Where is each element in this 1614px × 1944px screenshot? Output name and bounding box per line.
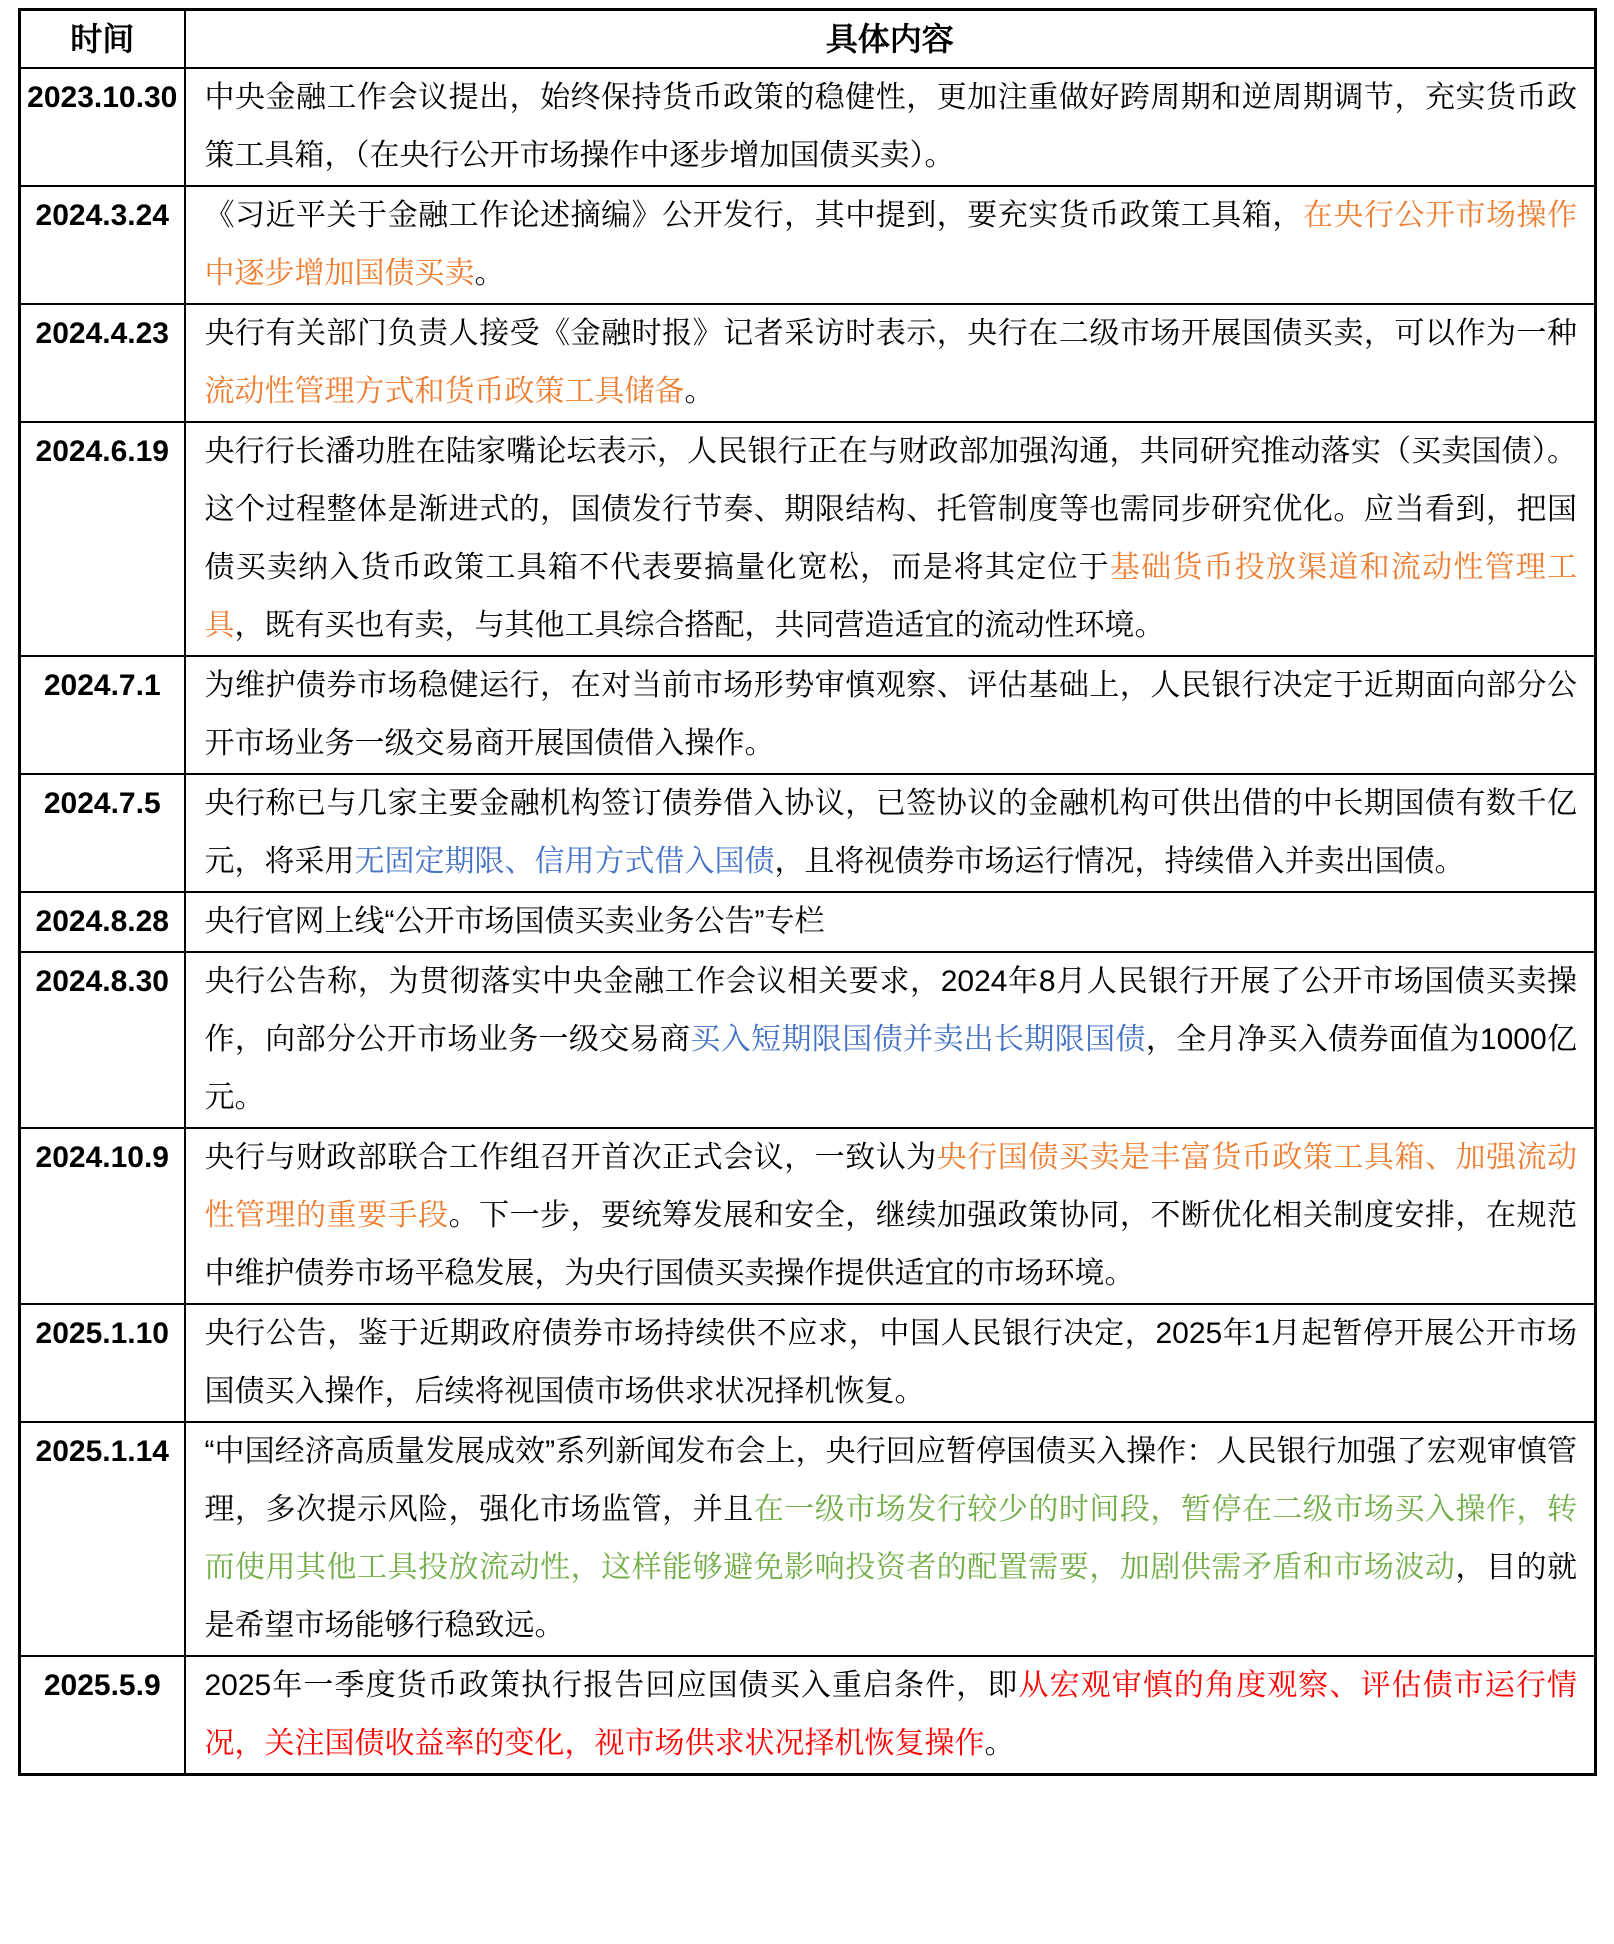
table-row <box>20 1304 1596 1422</box>
text-segment: 。 <box>474 257 505 290</box>
date-cell: 2024.3.24 <box>20 186 185 304</box>
text-segment: 央行与财政部联合工作组召开首次正式会议，一致认为 <box>204 1141 937 1174</box>
text-segment: ，既有买也有卖，与其他工具综合搭配，共同营造适宜的流动性环境。 <box>234 609 1165 642</box>
text-segment: ，目的就是希望市场能够行稳致远。 <box>204 1551 1578 1642</box>
text-segment: ，且将视债券市场运行情况，持续借入并卖出国债。 <box>774 845 1465 878</box>
content-cell <box>185 1128 1596 1304</box>
header-content: 具体内容 <box>185 10 1596 69</box>
text-segment: 央行官网上线“公开市场国债买卖业务公告”专栏 <box>204 905 825 938</box>
policy-timeline-table <box>18 8 1597 1776</box>
text-segment: 2025年一季度货币政策执行报告回应国债买入重启条件，即 <box>204 1669 1019 1702</box>
table-row <box>20 186 1596 304</box>
date-cell: 2024.8.30 <box>20 952 185 1128</box>
table-header <box>20 10 1596 69</box>
table-row <box>20 422 1596 656</box>
text-segment: 从宏观审慎的角度观察、评估债市运行情况，关注国债收益率的变化，视市场供求状况择机恢复操作 <box>204 1669 1578 1760</box>
table-row <box>20 304 1596 422</box>
content-cell <box>185 952 1596 1128</box>
date-cell: 2024.7.1 <box>20 656 185 774</box>
date-cell: 2024.4.23 <box>20 304 185 422</box>
content-cell <box>185 186 1596 304</box>
content-cell <box>185 1422 1596 1656</box>
text-segment: 基础货币投放渠道和流动性管理工具 <box>204 551 1577 642</box>
text-segment: 央行有关部门负责人接受《金融时报》记者采访时表示，央行在二级市场开展国债买卖，可以作为一种 <box>204 317 1577 350</box>
table-row <box>20 1128 1596 1304</box>
text-segment: 央行称已与几家主要金融机构签订债券借入协议，已签协议的金融机构可供出借的中长期国债有数千亿元，将采用 <box>204 787 1577 878</box>
table-row <box>20 656 1596 774</box>
text-segment: 在一级市场发行较少的时间段，暂停在二级市场买入操作，转而使用其他工具投放流动性，这样能够避免影响投资者的配置需要，加剧供需矛盾和市场波动 <box>204 1493 1578 1584</box>
text-segment: 央行国债买卖是丰富货币政策工具箱、加强流动性管理的重要手段 <box>204 1141 1578 1232</box>
text-segment: 无固定期限、信用方式借入国债 <box>354 845 775 878</box>
content-cell <box>185 304 1596 422</box>
table-body <box>20 68 1596 1775</box>
table-row <box>20 1422 1596 1656</box>
content-cell <box>185 68 1596 186</box>
text-segment: 央行行长潘功胜在陆家嘴论坛表示，人民银行正在与财政部加强沟通，共同研究推动落实（买卖国债）。这个过程整体是渐进式的，国债发行节奏、期限结构、托管制度等也需同步研究优化。应当看到，把国债买卖纳入货币政策工具箱不代表要搞量化宽松，而是将其定位于 <box>204 435 1577 584</box>
text-segment: ，全月净买入债券面值为1000亿元。 <box>204 1023 1578 1114</box>
date-cell: 2024.7.5 <box>20 774 185 892</box>
text-segment: 。 <box>984 1727 1015 1760</box>
date-cell: 2025.1.14 <box>20 1422 185 1656</box>
text-segment: 。 <box>684 375 715 408</box>
text-segment: 买入短期限国债并卖出长期限国债 <box>690 1023 1146 1056</box>
text-segment: 为维护债券市场稳健运行，在对当前市场形势审慎观察、评估基础上，人民银行决定于近期面向部分公开市场业务一级交易商开展国债借入操作。 <box>204 669 1577 760</box>
text-segment: 在央行公开市场操作中逐步增加国债买卖 <box>204 199 1578 290</box>
content-cell <box>185 1656 1596 1775</box>
table-row <box>20 68 1596 186</box>
content-cell <box>185 656 1596 774</box>
content-cell <box>185 1304 1596 1422</box>
table-row <box>20 1656 1596 1775</box>
date-cell: 2024.10.9 <box>20 1128 185 1304</box>
text-segment: 央行公告，鉴于近期政府债券市场持续供不应求，中国人民银行决定，2025年1月起暂停开展公开市场国债买入操作，后续将视国债市场供求状况择机恢复。 <box>204 1317 1577 1408</box>
date-cell: 2025.5.9 <box>20 1656 185 1775</box>
table-row <box>20 952 1596 1128</box>
text-segment: 央行公告称，为贯彻落实中央金融工作会议相关要求，2024年8月人民银行开展了公开市场国债买卖操作，向部分公开市场业务一级交易商 <box>204 965 1577 1056</box>
date-cell: 2024.6.19 <box>20 422 185 656</box>
text-segment: 。下一步，要统筹发展和安全，继续加强政策协同，不断优化相关制度安排，在规范中维护债券市场平稳发展，为央行国债买卖操作提供适宜的市场环境。 <box>204 1199 1578 1290</box>
table-row <box>20 892 1596 952</box>
date-cell: 2024.8.28 <box>20 892 185 952</box>
content-cell <box>185 892 1596 952</box>
table-row <box>20 774 1596 892</box>
date-cell: 2023.10.30 <box>20 68 185 186</box>
text-segment: “中国经济高质量发展成效”系列新闻发布会上，央行回应暂停国债买入操作：人民银行加强了宏观审慎管理，多次提示风险，强化市场监管，并且 <box>204 1435 1577 1526</box>
content-cell <box>185 422 1596 656</box>
content-cell <box>185 774 1596 892</box>
text-segment: 中央金融工作会议提出，始终保持货币政策的稳健性，更加注重做好跨周期和逆周期调节，充实货币政策工具箱，（在央行公开市场操作中逐步增加国债买卖）。 <box>204 81 1577 172</box>
date-cell: 2025.1.10 <box>20 1304 185 1422</box>
text-segment: 《习近平关于金融工作论述摘编》公开发行，其中提到，要充实货币政策工具箱， <box>204 199 1303 232</box>
header-time: 时间 <box>20 10 185 69</box>
text-segment: 流动性管理方式和货币政策工具储备 <box>204 375 685 408</box>
